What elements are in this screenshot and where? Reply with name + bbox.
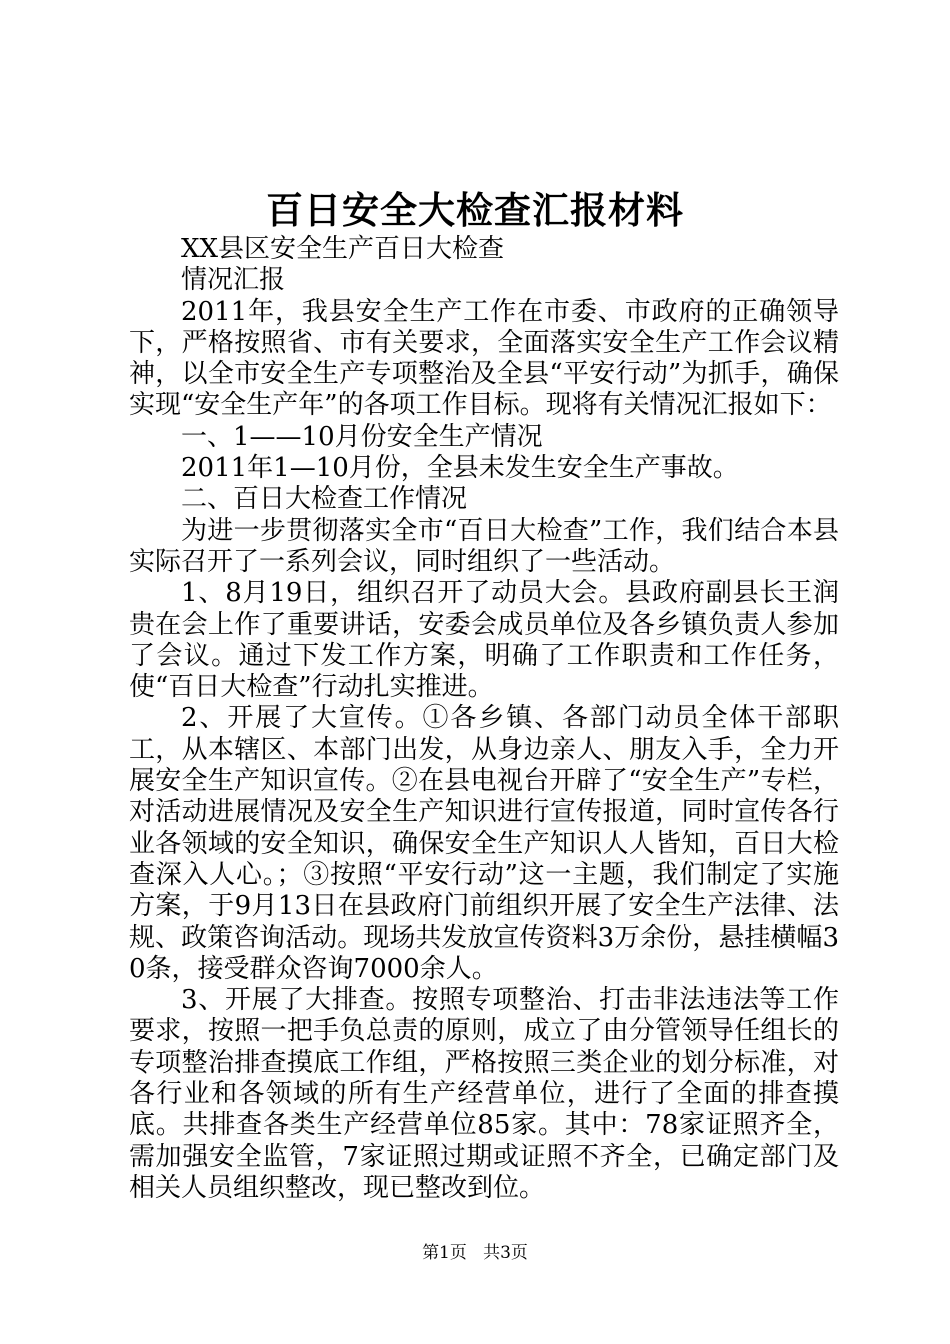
item-3-paragraph: 3、开展了大排查。按照专项整治、打击非法违法等工作要求，按照一把手负总责的原则，成立了由分管领导任组长的专项整治排查摸底工作组，严格按照三类企业的划分标准，对各行业和各领域的所有生产经营单位，进行了全面的排查摸底。共排查各类生产经营单位85家。其中：78家证照齐全，需加强安全监管，7家证照过期或证照不齐全，已确定部门及相关人员组织整改，现已整改到位。: [129, 985, 839, 1203]
subtitle-line-1: XX县区安全生产百日大检查: [181, 234, 505, 264]
page-total: 共3页: [483, 1243, 528, 1263]
document-body: [129, 234, 839, 1204]
page-footer: [0, 1241, 950, 1265]
document-title: 百日安全大检查汇报材料: [266, 188, 684, 232]
section-heading-1: 一、1——10月份安全生产情况: [181, 421, 543, 452]
section-2-intro-paragraph: 为进一步贯彻落实全市“百日大检查”工作，我们结合本县实际召开了一系列会议，同时组织了一些活动。: [129, 515, 839, 577]
item-1-paragraph: 1、8月19日，组织召开了动员大会。县政府副县长王润贵在会上作了重要讲话，安委会成员单位及各乡镇负责人参加了会议。通过下发工作方案，明确了工作职责和工作任务，使“百日大检查”行动扎实推进。: [129, 578, 839, 703]
section-1-paragraph: 2011年1—10月份，全县未发生安全生产事故。: [181, 453, 739, 484]
intro-paragraph: 2011年，我县安全生产工作在市委、市政府的正确领导下，严格按照省、市有关要求，全面落实安全生产工作会议精神，以全市安全生产专项整治及全县“平安行动”为抓手，确保实现“安全生产年”的各项工作目标。现将有关情况汇报如下：: [129, 296, 839, 421]
page-number: 第1页: [422, 1243, 467, 1263]
item-2-paragraph: 2、开展了大宣传。①各乡镇、各部门动员全体干部职工，从本辖区、本部门出发，从身边亲人、朋友入手，全力开展安全生产知识宣传。②在县电视台开辟了“安全生产”专栏，对活动进展情况及安全生产知识进行宣传报道，同时宣传各行业各领域的安全知识，确保安全生产知识人人皆知，百日大检查深入人心。；③按照“平安行动”这一主题，我们制定了实施方案，于9月13日在县政府门前组织开展了安全生产法律、法规、政策咨询活动。现场共发放宣传资料3万余份，悬挂横幅30条，接受群众咨询7000余人。: [129, 703, 839, 984]
subtitle-line-2: 情况汇报: [181, 265, 286, 296]
section-heading-2: 二、百日大检查工作情况: [181, 484, 468, 515]
